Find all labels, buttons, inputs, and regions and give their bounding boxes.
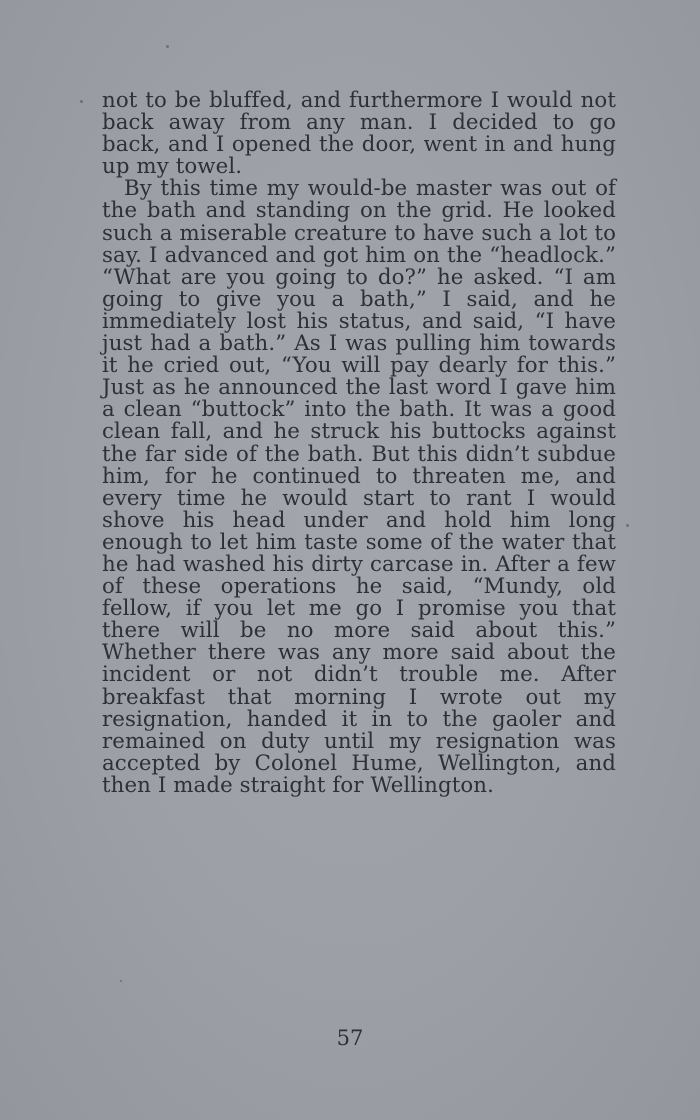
paper-speck: [120, 980, 122, 982]
paragraph-2: By this time my would-be master was out of the bath and standing on the grid. He looked such a miserable creature to have such a lot to say. I advanced and got him on the “headlock.” “What are you going to do?” he asked. “I am going to give you a bath,” I said, and he immediately lost his status, and said, “I have just had a bath.” As I was pulling him towards it he cried out, “You will pay dearly for this.” Just as he announced the last word I gave him a clean “buttock” into the bath. It was a good clean fall, and he struck his buttocks against the far side of the bath. But this didn’t subdue him, for he continued to threaten me, and every time he would start to rant I would shove his head under and hold him long enough to let him taste some of the water that he had washed his dirty carcase in. After a few of these operations he said, “Mundy, old fellow, if you let me go I promise you that there will be no more said about this.” Whether there was any more said about the incident or not didn’t trouble me. After breakfast that morning I wrote out my resignation, handed it in to the gaoler and remained on duty until my resignation was accepted by Colonel Hume, Wellington, and then I made straight for Wellington.: [102, 176, 616, 798]
paper-speck: [80, 100, 83, 103]
paper-speck: [626, 524, 629, 527]
paragraph-1: not to be bluffed, and furthermore I would not back away from any man. I decided to go back, and I opened the door, went in and hung up my towel.: [102, 88, 616, 180]
page-number: 57: [336, 1026, 364, 1050]
paper-speck: [166, 45, 169, 48]
body-text: [102, 90, 616, 797]
